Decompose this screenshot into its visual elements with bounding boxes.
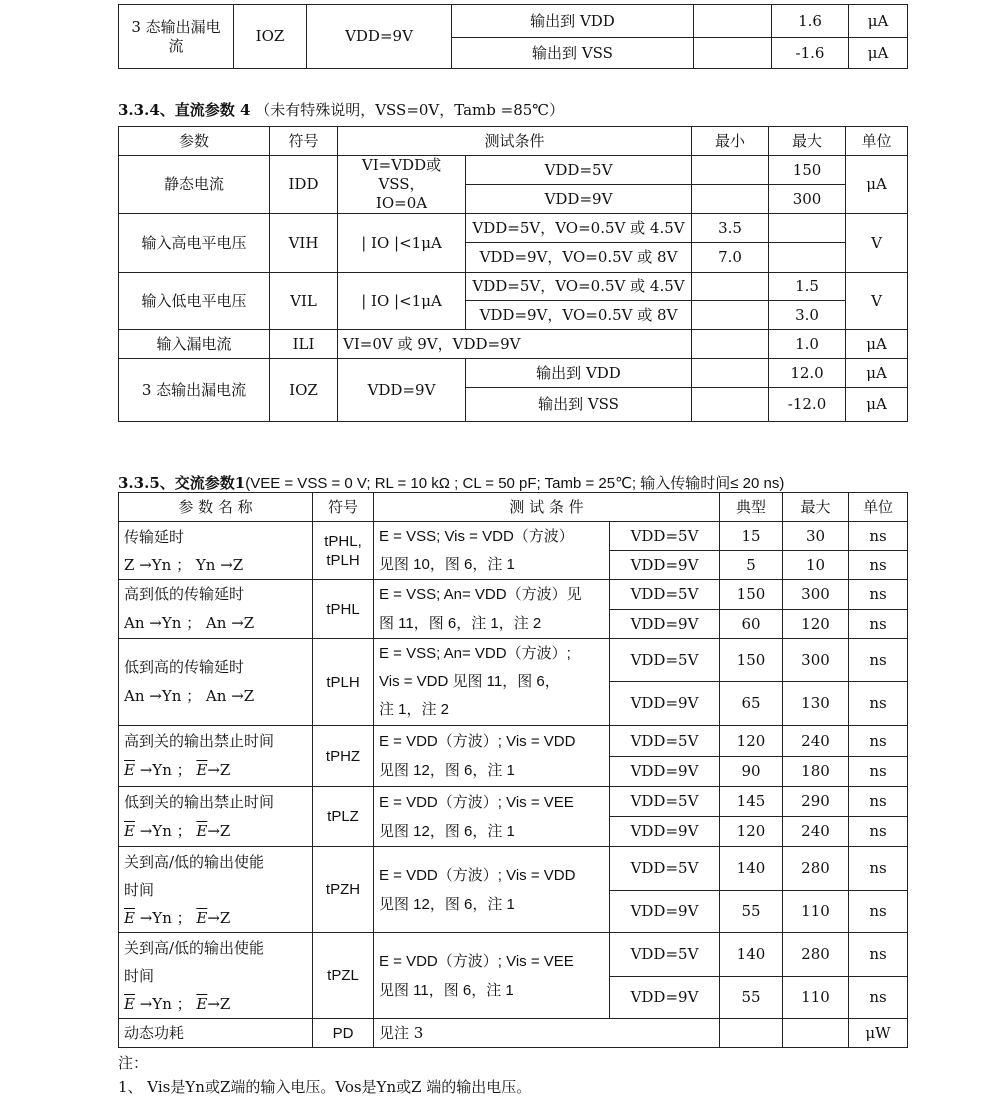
unit-cell: ns <box>849 522 908 551</box>
vdd-cell: VDD=9V <box>610 610 720 639</box>
max-cell: 3.0 <box>769 301 846 330</box>
symbol-cell: tPLH <box>313 639 374 726</box>
typ-cell: 140 <box>720 933 783 977</box>
unit-cell: ns <box>849 551 908 580</box>
section-335-heading <box>118 472 784 493</box>
unit-cell: ns <box>849 891 908 933</box>
min-cell <box>692 156 769 185</box>
condition-line: E = VSS; An= VDD（方波）见 <box>379 586 582 603</box>
unit-cell: ns <box>849 639 908 682</box>
unit-cell: μA <box>846 388 908 422</box>
max-cell: 1.6 <box>772 5 849 38</box>
typ-cell: 15 <box>720 522 783 551</box>
condition-cell <box>374 787 610 847</box>
header-unit: 单位 <box>849 493 908 522</box>
unit-cell: ns <box>849 726 908 757</box>
vdd-cell: VDD=5V <box>610 787 720 817</box>
param-name-cell <box>119 726 313 787</box>
max-cell: 290 <box>783 787 849 817</box>
max-cell: 180 <box>783 757 849 787</box>
param-name-line: 关到高/低的输出使能 <box>124 852 265 871</box>
min-cell <box>692 185 769 214</box>
max-cell <box>783 1019 849 1048</box>
typ-cell: 60 <box>720 610 783 639</box>
sub-condition-cell: VDD=9V，VO=0.5V 或 8V <box>466 243 692 273</box>
overline-e: $\overline{E}$ <box>196 761 208 779</box>
unit-cell: μA <box>846 359 908 388</box>
param-cell: 输入高电平电压 <box>119 214 270 273</box>
overline-e: $\overline{E}$ <box>124 821 135 840</box>
param-name-line: 时间 <box>124 880 155 899</box>
sub-condition-cell: VDD=5V，VO=0.5V 或 4.5V <box>466 214 692 243</box>
vdd-cell: VDD=9V <box>610 551 720 580</box>
unit-cell: μA <box>846 330 908 359</box>
header-symbol: 符号 <box>270 127 338 156</box>
param-cell: 3 态输出漏电流 <box>119 359 270 422</box>
vdd-cell: VDD=9V <box>610 817 720 847</box>
max-cell: 240 <box>783 726 849 757</box>
typ-cell: 55 <box>720 891 783 933</box>
symbol-cell: tPHZ <box>313 726 374 787</box>
condition-cell: | IO |<1μA <box>338 273 466 330</box>
overline-e: $\overline{E}$ <box>196 821 208 840</box>
overline-e: $\overline{E}$ <box>196 908 208 927</box>
vdd-cell: VDD=5V <box>610 522 720 551</box>
typ-cell: 120 <box>720 726 783 757</box>
header-param: 参数 <box>119 127 270 156</box>
condition-line: 见图 11，图 6，注 1 <box>379 981 514 999</box>
condition-line: 注 1，注 2 <box>379 701 450 718</box>
header-condition: 测试条件 <box>338 127 692 156</box>
unit-cell: ns <box>849 933 908 977</box>
vdd-cell: VDD=5V <box>610 933 720 977</box>
sub-condition-cell: VDD=9V，VO=0.5V 或 8V <box>466 301 692 330</box>
table-top <box>118 4 908 69</box>
param-name-line-arrows: $\overline{E} \to Yn$ ； $\overline{E}\to Z$ <box>124 761 231 779</box>
unit-cell: μW <box>849 1019 908 1048</box>
section-335-number: 3.3.5、交流参数1 <box>118 474 246 492</box>
max-cell: -1.6 <box>772 38 849 69</box>
overline-e: $\overline{E}$ <box>124 761 135 779</box>
max-cell: 300 <box>783 639 849 682</box>
header-max: 最大 <box>769 127 846 156</box>
vdd-cell: VDD=9V <box>610 977 720 1019</box>
min-cell <box>692 301 769 330</box>
symbol-cell: VIL <box>270 273 338 330</box>
unit-cell: ns <box>849 682 908 726</box>
unit-cell: μA <box>846 156 908 214</box>
symbol-cell: IDD <box>270 156 338 214</box>
param-name-cell <box>119 933 313 1019</box>
symbol-cell: tPHL <box>313 580 374 639</box>
unit-cell: ns <box>849 757 908 787</box>
header-symbol: 符号 <box>313 493 374 522</box>
condition-line: E = VDD（方波）; Vis = VDD <box>379 866 576 884</box>
unit-cell: V <box>846 273 908 330</box>
min-cell <box>694 38 772 69</box>
typ-cell: 150 <box>720 639 783 682</box>
condition-cell: 见注 3 <box>374 1019 720 1048</box>
symbol-cell: PD <box>313 1019 374 1048</box>
vdd-cell: VDD=9V <box>610 757 720 787</box>
condition-line: Vis = VDD 见图 11，图 6， <box>379 673 560 690</box>
sub-condition-cell: VDD=5V <box>466 156 692 185</box>
header-param-name: 参 数 名 称 <box>119 493 313 522</box>
typ-cell <box>720 1019 783 1048</box>
max-cell: 120 <box>783 610 849 639</box>
param-name-cell <box>119 580 313 639</box>
condition-cell <box>374 726 610 787</box>
param-name-line: 时间 <box>124 966 155 985</box>
vdd-cell: VDD=5V <box>610 580 720 610</box>
header-typ: 典型 <box>720 493 783 522</box>
param-name-cell <box>119 847 313 933</box>
max-cell: -12.0 <box>769 388 846 422</box>
symbol-cell: VIH <box>270 214 338 273</box>
vdd-cell: VDD=9V <box>610 891 720 933</box>
condition-line: E = VSS; Vis = VDD（方波） <box>379 527 574 545</box>
max-cell: 240 <box>783 817 849 847</box>
unit-cell: ns <box>849 817 908 847</box>
param-cell: 3 态输出漏电流 <box>119 5 234 69</box>
unit-cell: ns <box>849 610 908 639</box>
param-name-line: 低到高的传输延时 <box>124 658 245 676</box>
sub-condition-cell: 输出到 VDD <box>466 359 692 388</box>
condition-line: IO=0A <box>375 194 428 212</box>
param-name-line: 关到高/低的输出使能 <box>124 938 265 957</box>
param-name-line-arrows: $\overline{E} \to Yn$ ； $\overline{E}\to Z$ <box>124 908 231 927</box>
param-name-line: 低到关的输出禁止时间 <box>124 792 275 811</box>
param-name-line: 高到关的输出禁止时间 <box>124 732 275 750</box>
symbol-line: tPLH <box>326 551 360 569</box>
header-max: 最大 <box>783 493 849 522</box>
sub-condition-cell: VDD=5V，VO=0.5V 或 4.5V <box>466 273 692 301</box>
table-dc-params-4 <box>118 126 908 422</box>
min-cell <box>692 388 769 422</box>
max-cell <box>769 214 846 243</box>
vdd-cell: VDD=9V <box>610 682 720 726</box>
max-cell: 1.0 <box>769 330 846 359</box>
symbol-cell: ILI <box>270 330 338 359</box>
condition-line: 见图 12，图 6，注 1 <box>379 762 515 779</box>
section-334-conditions: （未有特殊说明，VSS=0V，Tamb =85℃） <box>255 101 565 119</box>
typ-cell: 140 <box>720 847 783 891</box>
unit-cell: μA <box>849 38 908 69</box>
param-name-line: 高到低的传输延时 <box>124 585 245 603</box>
condition-cell: VI=0V 或 9V，VDD=9V <box>338 330 692 359</box>
section-335-conditions: (VEE = VSS = 0 V; RL = 10 kΩ ; CL = 50 pF; Tamb = 25℃; 输入传输时间≤ 20 ns) <box>245 475 785 492</box>
param-name-line-arrows: $\overline{E} \to Yn$ ； $\overline{E}\to Z$ <box>124 821 231 840</box>
unit-cell: ns <box>849 580 908 610</box>
condition-line: E = VDD（方波）; Vis = VEE <box>379 952 574 970</box>
min-cell: 3.5 <box>692 214 769 243</box>
max-cell: 280 <box>783 847 849 891</box>
symbol-cell: tPLZ <box>313 787 374 847</box>
param-name-line: An →Yn ； An →Z <box>124 614 255 632</box>
notes-label: 注： <box>118 1054 149 1072</box>
condition-cell <box>374 580 610 639</box>
table-ac-params-1 <box>118 492 908 1048</box>
condition-cell: | IO |<1μA <box>338 214 466 273</box>
overline-e: $\overline{E}$ <box>124 908 135 927</box>
condition-line: 见图 12，图 6，注 1 <box>379 822 515 840</box>
param-cell: 静态电流 <box>119 156 270 214</box>
unit-cell: ns <box>849 787 908 817</box>
condition-line: E = VDD（方波）; Vis = VEE <box>379 793 574 811</box>
max-cell: 300 <box>783 580 849 610</box>
note-1: 1、 Vis是Yn或Z端的输入电压。Vos是Yn或Z 端的输出电压。 <box>118 1078 532 1096</box>
symbol-cell: tPZH <box>313 847 374 933</box>
max-cell: 30 <box>783 522 849 551</box>
max-cell: 10 <box>783 551 849 580</box>
param-name-line: Z →Yn ； Yn →Z <box>124 555 244 574</box>
header-unit: 单位 <box>846 127 908 156</box>
condition-cell <box>374 639 610 726</box>
min-cell: 7.0 <box>692 243 769 273</box>
param-name-cell <box>119 787 313 847</box>
param-name-line: An →Yn ； An →Z <box>124 687 255 705</box>
symbol-line: tPHL, <box>324 532 362 550</box>
typ-cell: 55 <box>720 977 783 1019</box>
vdd-cell: VDD=5V <box>610 847 720 891</box>
condition-line: 图 11，图 6，注 1，注 2 <box>379 615 542 632</box>
unit-cell: ns <box>849 847 908 891</box>
min-cell <box>692 330 769 359</box>
header-condition: 测 试 条 件 <box>374 493 720 522</box>
condition-line: E = VSS; An= VDD（方波）; <box>379 645 571 662</box>
unit-cell: V <box>846 214 908 273</box>
param-name-line-arrows: $\overline{E} \to Yn$ ； $\overline{E}\to Z$ <box>124 994 231 1013</box>
typ-cell: 150 <box>720 580 783 610</box>
condition-line: 见图 12，图 6，注 1 <box>379 895 515 913</box>
max-cell: 110 <box>783 891 849 933</box>
overline-e: $\overline{E}$ <box>196 994 208 1013</box>
min-cell <box>692 273 769 301</box>
condition-cell: VDD=9V <box>338 359 466 422</box>
param-cell: 输入漏电流 <box>119 330 270 359</box>
max-cell: 130 <box>783 682 849 726</box>
max-cell: 1.5 <box>769 273 846 301</box>
unit-cell: ns <box>849 977 908 1019</box>
max-cell: 110 <box>783 977 849 1019</box>
notes <box>118 1051 531 1099</box>
typ-cell: 90 <box>720 757 783 787</box>
sub-condition-cell: 输出到 VSS <box>466 388 692 422</box>
symbol-cell: tPZL <box>313 933 374 1019</box>
sub-condition-cell: 输出到 VSS <box>452 38 694 69</box>
overline-e: $\overline{E}$ <box>124 994 135 1013</box>
sub-condition-cell: 输出到 VDD <box>452 5 694 38</box>
condition-line: VI=VDD或VSS， <box>361 156 442 193</box>
section-334-number: 3.3.4、直流参数 4 <box>118 101 251 119</box>
condition-line: 见图 10，图 6，注 1 <box>379 555 515 573</box>
param-name-cell <box>119 639 313 726</box>
condition-cell <box>338 156 466 214</box>
sub-condition-cell: VDD=9V <box>466 185 692 214</box>
condition-cell <box>374 522 610 580</box>
typ-cell: 65 <box>720 682 783 726</box>
symbol-cell <box>313 522 374 580</box>
max-cell: 300 <box>769 185 846 214</box>
max-cell: 150 <box>769 156 846 185</box>
condition-cell: VDD=9V <box>307 5 452 69</box>
typ-cell: 5 <box>720 551 783 580</box>
param-name-cell: 动态功耗 <box>119 1019 313 1048</box>
condition-line: E = VDD（方波）; Vis = VDD <box>379 733 576 750</box>
max-cell: 280 <box>783 933 849 977</box>
symbol-cell: IOZ <box>234 5 307 69</box>
vdd-cell: VDD=5V <box>610 639 720 682</box>
min-cell <box>692 359 769 388</box>
vdd-cell: VDD=5V <box>610 726 720 757</box>
param-cell: 输入低电平电压 <box>119 273 270 330</box>
header-min: 最小 <box>692 127 769 156</box>
max-cell: 12.0 <box>769 359 846 388</box>
min-cell <box>694 5 772 38</box>
section-334-heading <box>118 99 564 120</box>
typ-cell: 145 <box>720 787 783 817</box>
condition-cell <box>374 847 610 933</box>
symbol-cell: IOZ <box>270 359 338 422</box>
param-name-line: 传输延时 <box>124 527 185 546</box>
param-name-cell <box>119 522 313 580</box>
unit-cell: μA <box>849 5 908 38</box>
typ-cell: 120 <box>720 817 783 847</box>
condition-cell <box>374 933 610 1019</box>
max-cell <box>769 243 846 273</box>
